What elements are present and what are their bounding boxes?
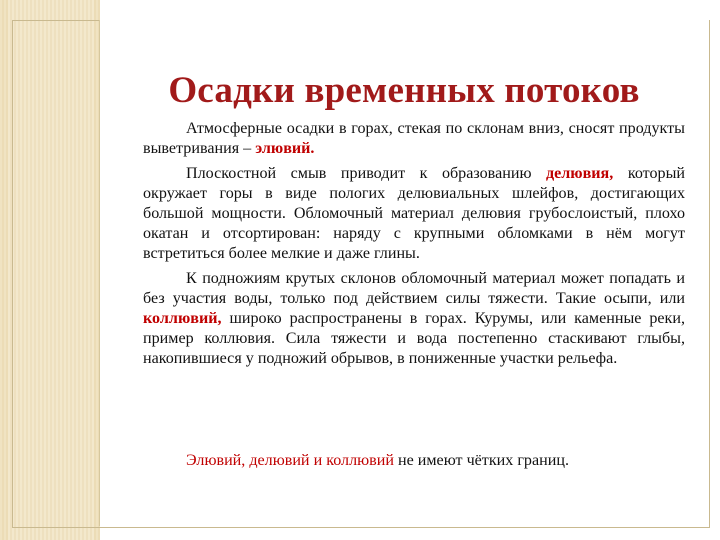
- term-eluvium: элювий.: [255, 140, 315, 157]
- paragraph-eluvium: [143, 119, 685, 159]
- paragraph-text: К подножиям крутых склонов обломочный материал может попадать и без участия воды, только под действием силы тяжести. Такие осыпи, или: [143, 270, 685, 307]
- term-deluvium: делювия,: [545, 165, 614, 182]
- slide-title: Осадки временных потоков: [168, 69, 640, 111]
- paragraph-text: широко распространены в горах. Курумы, или каменные реки, пример коллювия. Сила тяжести и вода постепенно стаскивают глыбы, накопившиеся у подножий обрывов, в пониженные участки рельефа.: [143, 310, 685, 367]
- paragraph-text: который окружает горы в виде пологих делювиальных шлейфов, достигающих большой мощности. Обломочный материал делювия грубослоистый, плохо окатан и отсортирован: наряду с крупными обломками в нём могут встретиться более мелкие и даже глины.: [143, 165, 685, 262]
- paragraph-colluvium: [143, 269, 685, 369]
- conclusion-terms: Элювий, делювий и коллювий: [186, 452, 394, 469]
- conclusion-text: не имеют чётких границ.: [393, 452, 569, 469]
- paragraph-deluvium: [143, 164, 685, 264]
- slide-body: [143, 119, 685, 374]
- term-colluvium: коллювий,: [143, 310, 222, 327]
- conclusion-line: [186, 451, 706, 471]
- paragraph-text: Атмосферные осадки в горах, стекая по склонам вниз, сносят продукты выветривания –: [143, 120, 685, 157]
- paragraph-text: Плоскостной смыв приводит к образованию: [186, 165, 546, 182]
